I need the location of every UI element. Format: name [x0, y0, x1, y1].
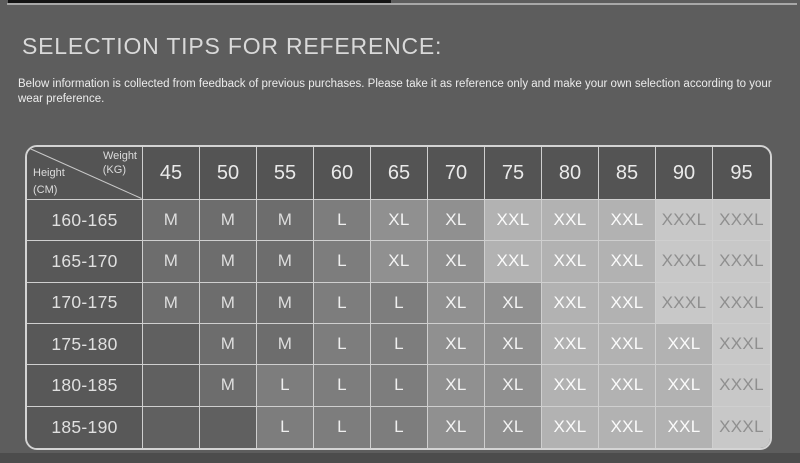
- size-cell-xxxl: XXXL: [713, 241, 770, 282]
- size-cell-l: L: [314, 200, 371, 241]
- size-cell-m: M: [200, 365, 257, 406]
- size-cell-xl: XL: [485, 324, 542, 365]
- size-cell-l: L: [314, 283, 371, 324]
- size-cell-m: M: [257, 241, 314, 282]
- size-cell-xl: XL: [485, 283, 542, 324]
- weight-header-cell: 65: [371, 147, 428, 200]
- size-cell-empty: [143, 365, 200, 406]
- top-divider-light: [7, 3, 797, 5]
- size-cell-xxxl: XXXL: [713, 324, 770, 365]
- weight-header-cell: 80: [542, 147, 599, 200]
- weight-header-cell: 90: [656, 147, 713, 200]
- size-cell-xxl: XXL: [542, 283, 599, 324]
- corner-cell: [27, 147, 143, 200]
- corner-weight-label: Weight: [102, 150, 137, 162]
- size-cell-xxl: XXL: [485, 200, 542, 241]
- weight-header-cell: 60: [314, 147, 371, 200]
- height-row-label: 170-175: [27, 283, 143, 324]
- size-cell-xl: XL: [428, 241, 485, 282]
- weight-header-cell: 50: [200, 147, 257, 200]
- size-cell-xxl: XXL: [599, 324, 656, 365]
- section-subtitle: Below information is collected from feedback of previous purchases. Please take it as reference only and make your own selection according to your wear preference.: [18, 78, 772, 105]
- size-cell-xl: XL: [428, 365, 485, 406]
- size-cell-xl: XL: [428, 407, 485, 448]
- size-cell-l: L: [371, 283, 428, 324]
- size-cell-xxl: XXL: [542, 200, 599, 241]
- size-cell-xxl: XXL: [656, 365, 713, 406]
- size-cell-m: M: [143, 200, 200, 241]
- size-cell-m: M: [200, 324, 257, 365]
- size-cell-l: L: [371, 324, 428, 365]
- size-cell-xxl: XXL: [542, 407, 599, 448]
- size-cell-m: M: [257, 200, 314, 241]
- height-row-label: 165-170: [27, 241, 143, 282]
- height-row-label: 175-180: [27, 324, 143, 365]
- size-cell-m: M: [200, 200, 257, 241]
- size-cell-xxxl: XXXL: [656, 283, 713, 324]
- size-cell-m: M: [200, 241, 257, 282]
- weight-header-cell: 55: [257, 147, 314, 200]
- size-cell-xxl: XXL: [599, 200, 656, 241]
- height-row-label: 160-165: [27, 200, 143, 241]
- size-cell-l: L: [371, 407, 428, 448]
- size-cell-l: L: [314, 241, 371, 282]
- size-cell-xxl: XXL: [656, 407, 713, 448]
- size-cell-xxl: XXL: [542, 241, 599, 282]
- size-cell-xxxl: XXXL: [656, 200, 713, 241]
- size-cell-m: M: [257, 324, 314, 365]
- corner-weight-unit: (KG): [102, 164, 126, 176]
- size-cell-xxl: XXL: [656, 324, 713, 365]
- size-cell-empty: [143, 324, 200, 365]
- size-cell-xxxl: XXXL: [713, 283, 770, 324]
- size-cell-xxxl: XXXL: [713, 407, 770, 448]
- size-cell-empty: [143, 407, 200, 448]
- size-cell-xxl: XXL: [599, 241, 656, 282]
- corner-height-label: Height: [33, 167, 65, 179]
- size-chart-table: [25, 145, 772, 450]
- size-cell-l: L: [371, 365, 428, 406]
- size-cell-xxl: XXL: [599, 407, 656, 448]
- size-cell-xl: XL: [485, 365, 542, 406]
- height-row-label: 185-190: [27, 407, 143, 448]
- size-cell-xxl: XXL: [599, 283, 656, 324]
- size-cell-xxl: XXL: [485, 241, 542, 282]
- size-cell-m: M: [200, 283, 257, 324]
- size-cell-xl: XL: [428, 283, 485, 324]
- size-cell-xxl: XXL: [542, 365, 599, 406]
- size-cell-xxxl: XXXL: [713, 365, 770, 406]
- corner-height-unit: (CM): [33, 184, 58, 196]
- size-cell-xl: XL: [485, 407, 542, 448]
- size-cell-m: M: [143, 241, 200, 282]
- weight-header-cell: 70: [428, 147, 485, 200]
- size-cell-l: L: [314, 324, 371, 365]
- bottom-divider-strip: [0, 453, 800, 463]
- weight-header-cell: 95: [713, 147, 770, 200]
- weight-header-cell: 85: [599, 147, 656, 200]
- size-cell-empty: [200, 407, 257, 448]
- size-cell-xl: XL: [371, 241, 428, 282]
- size-cell-l: L: [314, 407, 371, 448]
- weight-header-cell: 75: [485, 147, 542, 200]
- size-cell-xl: XL: [371, 200, 428, 241]
- size-cell-xxl: XXL: [599, 365, 656, 406]
- size-cell-l: L: [257, 407, 314, 448]
- size-cell-xxxl: XXXL: [713, 200, 770, 241]
- size-cell-xl: XL: [428, 324, 485, 365]
- size-cell-m: M: [257, 283, 314, 324]
- weight-header-cell: 45: [143, 147, 200, 200]
- size-cell-xxxl: XXXL: [656, 241, 713, 282]
- size-cell-l: L: [314, 365, 371, 406]
- section-title: SELECTION TIPS FOR REFERENCE:: [22, 33, 443, 59]
- size-cell-m: M: [143, 283, 200, 324]
- size-cell-l: L: [257, 365, 314, 406]
- size-cell-xxl: XXL: [542, 324, 599, 365]
- size-cell-xl: XL: [428, 200, 485, 241]
- height-row-label: 180-185: [27, 365, 143, 406]
